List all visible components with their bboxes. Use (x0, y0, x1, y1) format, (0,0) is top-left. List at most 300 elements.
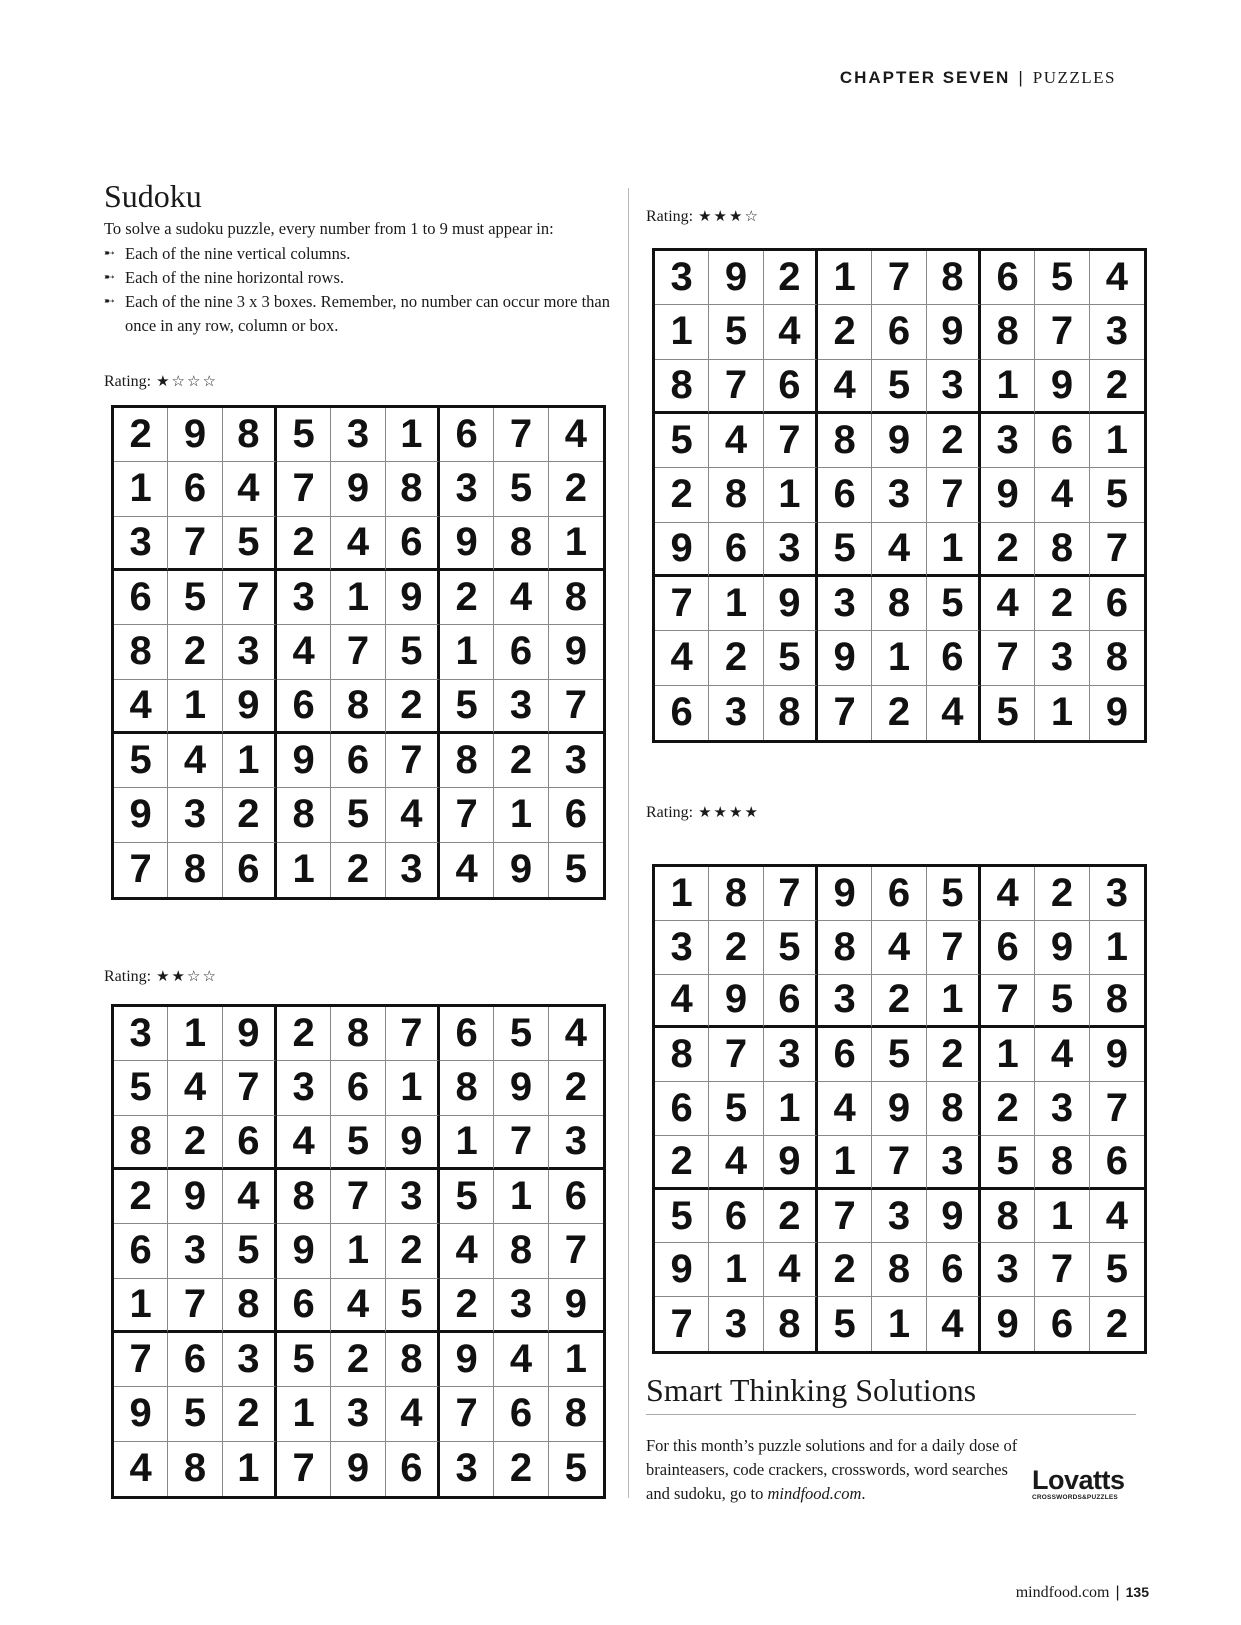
sudoku-cell: 4 (655, 975, 709, 1029)
sudoku-cell: 7 (494, 408, 548, 462)
sudoku-cell: 6 (1035, 414, 1089, 468)
star-rating-icon: ★★★☆ (698, 207, 760, 225)
sudoku-cell: 9 (114, 1387, 168, 1441)
sudoku-cell: 2 (655, 1136, 709, 1190)
sudoku-cell: 9 (440, 1333, 494, 1387)
sudoku-cell: 9 (655, 523, 709, 577)
sudoku-cell: 8 (223, 408, 277, 462)
sudoku-cell: 2 (168, 1116, 222, 1170)
sudoku-cell: 3 (818, 577, 872, 631)
footer-separator: | (1115, 1584, 1120, 1601)
rating-puzzle-2 (104, 967, 218, 986)
sudoku-cell: 8 (927, 251, 981, 305)
sudoku-cell: 5 (764, 631, 818, 685)
sudoku-cell: 1 (655, 305, 709, 359)
sudoku-cell: 6 (818, 468, 872, 522)
header-separator: | (1018, 68, 1025, 87)
sudoku-cell: 9 (331, 462, 385, 516)
sudoku-cell: 7 (1035, 305, 1089, 359)
sudoku-cell: 3 (223, 625, 277, 679)
sudoku-cell: 3 (1090, 305, 1144, 359)
sudoku-cell: 6 (168, 462, 222, 516)
sudoku-cell: 8 (1035, 1136, 1089, 1190)
sudoku-cell: 4 (872, 921, 926, 975)
sudoku-cell: 9 (981, 1297, 1035, 1351)
sudoku-cell: 9 (1035, 360, 1089, 414)
intro-description: To solve a sudoku puzzle, every number from 1 to 9 must appear in: (104, 219, 554, 238)
sudoku-cell: 2 (114, 408, 168, 462)
sudoku-cell: 8 (818, 921, 872, 975)
sudoku-cell: 3 (494, 1279, 548, 1333)
sudoku-cell: 9 (818, 631, 872, 685)
sudoku-cell: 1 (549, 517, 603, 571)
sudoku-cell: 5 (1090, 468, 1144, 522)
sudoku-cell: 1 (1090, 921, 1144, 975)
sudoku-cell: 2 (386, 1224, 440, 1278)
sudoku-cell: 5 (1035, 975, 1089, 1029)
sudoku-cell: 2 (981, 523, 1035, 577)
sudoku-cell: 6 (709, 523, 763, 577)
star-rating-icon: ★☆☆☆ (156, 372, 218, 390)
sudoku-cell: 7 (764, 867, 818, 921)
sudoku-cell: 9 (1105, 690, 1128, 735)
sudoku-cell: 7 (114, 1333, 168, 1387)
sudoku-cell: 8 (709, 867, 763, 921)
sudoku-cell: 6 (223, 843, 277, 897)
sudoku-cell: 2 (331, 1333, 385, 1387)
sudoku-cell: 8 (277, 1170, 331, 1224)
sudoku-cell: 6 (494, 1387, 548, 1441)
sudoku-cell: 7 (1090, 523, 1144, 577)
sudoku-cell: 8 (331, 1007, 385, 1061)
sudoku-cell: 7 (1035, 1243, 1089, 1297)
intro-rules-list (104, 242, 624, 338)
sudoku-cell: 8 (981, 305, 1035, 359)
double-arrow-icon: ➸ (104, 270, 115, 285)
sudoku-cell: 7 (818, 1190, 872, 1244)
sudoku-cell: 8 (872, 1243, 926, 1297)
sudoku-cell: 8 (331, 680, 385, 734)
sudoku-cell: 9 (927, 305, 981, 359)
sudoku-cell: 1 (1035, 686, 1089, 740)
sudoku-cell: 1 (386, 408, 440, 462)
sudoku-cell: 3 (114, 1007, 168, 1061)
sudoku-cell: 6 (981, 921, 1035, 975)
sudoku-cell: 9 (655, 1243, 709, 1297)
sudoku-cell: 6 (168, 1333, 222, 1387)
sudoku-cell: 9 (386, 1116, 440, 1170)
sudoku-cell: 4 (872, 523, 926, 577)
sudoku-cell: 4 (168, 1061, 222, 1115)
sudoku-cell: 3 (818, 975, 872, 1029)
sudoku-cell: 8 (549, 1387, 603, 1441)
sudoku-cell: 8 (872, 577, 926, 631)
sudoku-cell: 5 (168, 1387, 222, 1441)
sudoku-cell: 4 (440, 1224, 494, 1278)
sudoku-cell: 2 (114, 1170, 168, 1224)
sudoku-cell: 6 (655, 1082, 709, 1136)
sudoku-cell: 2 (818, 305, 872, 359)
sudoku-cell: 3 (655, 251, 709, 305)
sudoku-cell: 2 (764, 251, 818, 305)
sudoku-cell: 4 (764, 305, 818, 359)
sudoku-cell: 5 (223, 517, 277, 571)
sudoku-cell: 7 (818, 686, 872, 740)
sudoku-cell: 6 (764, 360, 818, 414)
rating-label: Rating: (104, 968, 152, 985)
sudoku-cell: 8 (655, 360, 709, 414)
sudoku-cell: 1 (549, 1333, 603, 1387)
sudoku-cell: 2 (168, 625, 222, 679)
sudoku-cell: 5 (872, 1028, 926, 1082)
sudoku-cell: 3 (709, 686, 763, 740)
sudoku-cell: 4 (1090, 251, 1144, 305)
sudoku-cell: 3 (764, 1028, 818, 1082)
sudoku-cell: 4 (549, 1007, 603, 1061)
sudoku-cell: 2 (223, 788, 277, 842)
sudoku-cell: 7 (331, 1170, 385, 1224)
sudoku-cell: 9 (1090, 1028, 1144, 1082)
sudoku-cell: 3 (168, 788, 222, 842)
sudoku-cell: 7 (168, 517, 222, 571)
sudoku-cell: 2 (1035, 867, 1089, 921)
sudoku-cell: 9 (440, 517, 494, 571)
sudoku-cell: 7 (386, 1007, 440, 1061)
sudoku-cell: 6 (709, 1190, 763, 1244)
sudoku-cell: 9 (764, 1136, 818, 1190)
sudoku-cell: 7 (168, 1279, 222, 1333)
sudoku-cell: 8 (764, 1297, 818, 1351)
sudoku-cell: 5 (818, 523, 872, 577)
sudoku-cell: 3 (440, 462, 494, 516)
double-arrow-icon: ➸ (104, 294, 115, 309)
sudoku-cell: 7 (709, 1028, 763, 1082)
sudoku-cell: 9 (709, 975, 763, 1029)
sudoku-cell: 1 (981, 360, 1035, 414)
sudoku-cell: 8 (277, 788, 331, 842)
sudoku-cell: 1 (386, 1061, 440, 1115)
sudoku-cell: 5 (1035, 251, 1089, 305)
section-label: PUZZLES (1032, 68, 1116, 87)
sudoku-cell: 2 (331, 843, 385, 897)
sudoku-cell: 1 (223, 734, 277, 788)
sudoku-cell: 7 (277, 1442, 331, 1496)
sudoku-cell: 1 (818, 1136, 872, 1190)
sudoku-cell: 7 (764, 414, 818, 468)
sudoku-cell: 6 (1090, 577, 1144, 631)
sudoku-cell: 8 (549, 571, 603, 625)
sudoku-cell: 5 (564, 847, 587, 892)
rule-item (104, 290, 624, 338)
sudoku-cell: 6 (655, 686, 709, 740)
sudoku-cell: 8 (1035, 523, 1089, 577)
sudoku-cell: 4 (1035, 468, 1089, 522)
footer-site: mindfood.com (1015, 1584, 1110, 1601)
sudoku-cell: 2 (223, 1387, 277, 1441)
logo-name: Lovatts (1032, 1465, 1125, 1495)
sudoku-cell: 4 (927, 1297, 981, 1351)
sudoku-cell: 1 (114, 462, 168, 516)
page-header (840, 68, 1116, 88)
sudoku-cell: 7 (440, 1387, 494, 1441)
sudoku-cell: 3 (655, 921, 709, 975)
sudoku-cell: 8 (494, 517, 548, 571)
sudoku-cell: 4 (223, 1170, 277, 1224)
star-rating-icon: ★★★★ (698, 803, 760, 821)
sudoku-cell: 3 (386, 1170, 440, 1224)
sudoku-cell: 1 (168, 1007, 222, 1061)
sudoku-cell: 5 (927, 577, 981, 631)
sudoku-cell: 5 (277, 1333, 331, 1387)
sudoku-cell: 3 (927, 1136, 981, 1190)
solutions-period: . (861, 1484, 866, 1503)
sudoku-cell: 1 (277, 1387, 331, 1441)
sudoku-cell: 2 (655, 468, 709, 522)
sudoku-cell: 1 (440, 625, 494, 679)
rating-puzzle-4 (646, 803, 760, 822)
sudoku-cell: 7 (1090, 1082, 1144, 1136)
sudoku-cell: 1 (440, 1116, 494, 1170)
sudoku-cell: 2 (1090, 360, 1144, 414)
sudoku-cell: 4 (1090, 1190, 1144, 1244)
sudoku-cell: 8 (168, 1442, 222, 1496)
sudoku-cell: 2 (818, 1243, 872, 1297)
rating-label: Rating: (646, 804, 694, 821)
sudoku-cell: 8 (818, 414, 872, 468)
solutions-body: For this month’s puzzle solutions and for a daily dose of brainteasers, code crackers, crosswords, word searches and sudoku, go to (646, 1436, 1018, 1503)
sudoku-cell: 2 (494, 734, 548, 788)
sudoku-cell: 3 (549, 734, 603, 788)
sudoku-cell: 5 (981, 686, 1035, 740)
sudoku-cell: 3 (549, 1116, 603, 1170)
sudoku-cell: 6 (277, 680, 331, 734)
sudoku-cell: 1 (872, 1297, 926, 1351)
sudoku-cell: 1 (655, 867, 709, 921)
sudoku-cell: 6 (872, 305, 926, 359)
sudoku-cell: 3 (709, 1297, 763, 1351)
sudoku-cell: 5 (818, 1297, 872, 1351)
sudoku-cell: 4 (981, 577, 1035, 631)
sudoku-cell: 5 (277, 408, 331, 462)
sudoku-grid-4 (652, 864, 1147, 1354)
rating-label: Rating: (104, 373, 152, 390)
sudoku-cell: 8 (168, 843, 222, 897)
page-footer (1016, 1584, 1149, 1602)
sudoku-cell: 2 (386, 680, 440, 734)
solutions-rule (646, 1414, 1136, 1415)
sudoku-cell: 4 (818, 1082, 872, 1136)
rating-puzzle-1 (104, 372, 218, 391)
sudoku-cell: 6 (440, 408, 494, 462)
sudoku-cell: 2 (872, 975, 926, 1029)
sudoku-cell: 1 (1035, 1190, 1089, 1244)
sudoku-cell: 9 (494, 1061, 548, 1115)
sudoku-cell: 4 (494, 571, 548, 625)
sudoku-cell: 9 (114, 788, 168, 842)
sudoku-cell: 6 (114, 571, 168, 625)
sudoku-cell: 8 (764, 686, 818, 740)
sudoku-cell: 7 (981, 975, 1035, 1029)
sudoku-cell: 3 (440, 1442, 494, 1496)
sudoku-cell: 3 (223, 1333, 277, 1387)
sudoku-cell: 4 (114, 1442, 168, 1496)
sudoku-cell: 1 (927, 523, 981, 577)
sudoku-cell: 4 (981, 867, 1035, 921)
sudoku-cell: 4 (386, 1387, 440, 1441)
sudoku-cell: 7 (277, 462, 331, 516)
sudoku-cell: 8 (440, 1061, 494, 1115)
sudoku-cell: 9 (818, 867, 872, 921)
sudoku-cell: 6 (1035, 1297, 1089, 1351)
sudoku-cell: 7 (872, 1136, 926, 1190)
sudoku-cell: 6 (114, 1224, 168, 1278)
sudoku-cell: 5 (764, 921, 818, 975)
sudoku-cell: 4 (386, 788, 440, 842)
sudoku-cell: 9 (927, 1190, 981, 1244)
sudoku-cell: 9 (277, 1224, 331, 1278)
sudoku-cell: 7 (549, 680, 603, 734)
sudoku-cell: 3 (277, 1061, 331, 1115)
solutions-link[interactable]: mindfood.com (767, 1484, 862, 1503)
sudoku-cell: 9 (277, 734, 331, 788)
sudoku-cell: 7 (494, 1116, 548, 1170)
sudoku-cell: 6 (549, 1170, 603, 1224)
sudoku-cell: 4 (1035, 1028, 1089, 1082)
sudoku-cell: 2 (927, 1028, 981, 1082)
sudoku-cell: 8 (386, 462, 440, 516)
sudoku-cell: 1 (709, 1243, 763, 1297)
star-rating-icon: ★★☆☆ (156, 967, 218, 985)
chapter-label: CHAPTER SEVEN (839, 68, 1011, 87)
sudoku-cell: 9 (223, 1007, 277, 1061)
sudoku-cell: 6 (223, 1116, 277, 1170)
sudoku-cell: 8 (655, 1028, 709, 1082)
sudoku-cell: 4 (440, 843, 494, 897)
sudoku-cell: 6 (872, 867, 926, 921)
sudoku-cell: 3 (494, 680, 548, 734)
sudoku-cell: 5 (331, 1116, 385, 1170)
sudoku-cell: 5 (709, 305, 763, 359)
sudoku-cell: 6 (927, 1243, 981, 1297)
sudoku-cell: 9 (223, 680, 277, 734)
sudoku-cell: 4 (709, 1136, 763, 1190)
sudoku-cell: 4 (331, 517, 385, 571)
sudoku-cell: 2 (981, 1082, 1035, 1136)
sudoku-cell: 8 (981, 1190, 1035, 1244)
sudoku-cell: 9 (764, 577, 818, 631)
sudoku-cell: 6 (331, 734, 385, 788)
sudoku-cell: 9 (981, 468, 1035, 522)
sudoku-cell: 1 (764, 468, 818, 522)
sudoku-cell: 3 (1035, 1082, 1089, 1136)
sudoku-cell: 7 (549, 1224, 603, 1278)
column-divider (628, 188, 629, 1498)
sudoku-cell: 9 (1035, 921, 1089, 975)
sudoku-cell: 5 (564, 1446, 587, 1491)
sudoku-cell: 5 (331, 788, 385, 842)
sudoku-cell: 4 (549, 408, 603, 462)
sudoku-cell: 7 (223, 1061, 277, 1115)
sudoku-cell: 2 (549, 1061, 603, 1115)
sudoku-cell: 4 (494, 1333, 548, 1387)
sudoku-cell: 7 (709, 360, 763, 414)
sudoku-cell: 2 (494, 1442, 548, 1496)
sudoku-grid-1 (111, 405, 606, 900)
sudoku-cell: 6 (386, 517, 440, 571)
sudoku-cell: 9 (331, 1442, 385, 1496)
sudoku-cell: 4 (927, 686, 981, 740)
sudoku-cell: 5 (386, 1279, 440, 1333)
sudoku-cell: 7 (223, 571, 277, 625)
sudoku-cell: 3 (981, 414, 1035, 468)
sudoku-cell: 5 (981, 1136, 1035, 1190)
sudoku-cell: 1 (223, 1442, 277, 1496)
sudoku-cell: 3 (1090, 867, 1144, 921)
sudoku-cell: 1 (331, 571, 385, 625)
sudoku-cell: 6 (277, 1279, 331, 1333)
sudoku-cell: 3 (872, 468, 926, 522)
sudoku-cell: 7 (655, 577, 709, 631)
sudoku-cell: 6 (494, 625, 548, 679)
rule-text: Each of the nine vertical columns. (125, 244, 351, 263)
sudoku-cell: 3 (331, 1387, 385, 1441)
sudoku-cell: 6 (440, 1007, 494, 1061)
sudoku-cell: 5 (927, 867, 981, 921)
solutions-text (646, 1434, 1026, 1506)
sudoku-cell: 6 (764, 975, 818, 1029)
sudoku-cell: 1 (872, 631, 926, 685)
sudoku-cell: 2 (764, 1190, 818, 1244)
sudoku-cell: 2 (440, 1279, 494, 1333)
sudoku-cell: 8 (709, 468, 763, 522)
sudoku-cell: 2 (549, 462, 603, 516)
sudoku-cell: 8 (494, 1224, 548, 1278)
sudoku-cell: 6 (818, 1028, 872, 1082)
sudoku-cell: 3 (981, 1243, 1035, 1297)
sudoku-cell: 9 (872, 414, 926, 468)
sudoku-cell: 7 (440, 788, 494, 842)
sudoku-cell: 3 (277, 571, 331, 625)
sudoku-cell: 6 (386, 1442, 440, 1496)
sudoku-cell: 1 (494, 788, 548, 842)
sudoku-cell: 1 (818, 251, 872, 305)
sudoku-cell: 5 (223, 1224, 277, 1278)
lovatts-logo (1032, 1466, 1152, 1501)
sudoku-cell: 5 (494, 1007, 548, 1061)
sudoku-cell: 5 (494, 462, 548, 516)
sudoku-cell: 1 (331, 1224, 385, 1278)
sudoku-cell: 8 (114, 1116, 168, 1170)
sudoku-cell: 2 (277, 1007, 331, 1061)
sudoku-cell: 7 (655, 1297, 709, 1351)
sudoku-cell: 1 (764, 1082, 818, 1136)
sudoku-cell: 3 (764, 523, 818, 577)
sudoku-grid-2 (111, 1004, 606, 1499)
sudoku-cell: 3 (331, 408, 385, 462)
sudoku-cell: 3 (872, 1190, 926, 1244)
sudoku-cell: 2 (872, 686, 926, 740)
sudoku-cell: 4 (709, 414, 763, 468)
sudoku-cell: 5 (386, 625, 440, 679)
sudoku-cell: 1 (168, 680, 222, 734)
sudoku-cell: 7 (386, 734, 440, 788)
sudoku-cell: 2 (927, 414, 981, 468)
sudoku-cell: 5 (114, 1061, 168, 1115)
sudoku-cell: 2 (1105, 1301, 1128, 1346)
sudoku-cell: 8 (114, 625, 168, 679)
sudoku-cell: 5 (440, 680, 494, 734)
sudoku-cell: 5 (440, 1170, 494, 1224)
